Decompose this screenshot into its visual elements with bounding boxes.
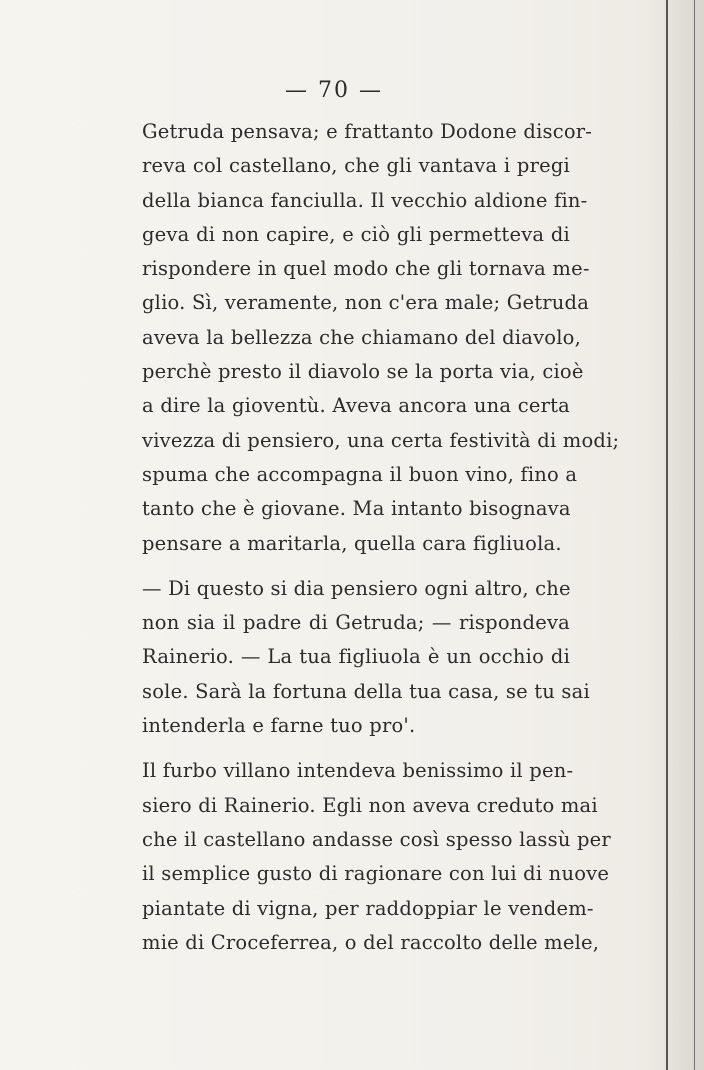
text-line: intenderla e farne tuo pro'.: [142, 714, 416, 738]
text-line: aveva la bellezza che chiamano del diavolo,: [142, 325, 581, 349]
text-line: pensare a maritarla, quella cara figliuola.: [142, 531, 562, 555]
paragraph-1: [120, 115, 620, 561]
text-line: vivezza di pensiero, una certa festività di modi;: [142, 428, 620, 452]
page-edge-line: [666, 0, 668, 1070]
text-line: spuma che accompagna il buon vino, fino a: [142, 462, 578, 486]
text-line: perchè presto il diavolo se la porta via, cioè: [142, 360, 584, 384]
text-line: reva col castellano, che gli vantava i pregi: [142, 154, 570, 178]
paragraph-2: [120, 572, 590, 743]
page-number: — 70 —: [285, 78, 383, 103]
body-text: [120, 115, 620, 960]
text-line: Getruda pensava; e frattanto Dodone discor-: [142, 120, 593, 143]
text-line: della bianca fanciulla. Il vecchio aldione fin-: [142, 188, 588, 212]
text-line: Rainerio. — La tua figliuola è un occhio di: [142, 645, 570, 669]
text-line: rispondere in quel modo che gli tornava me-: [142, 257, 590, 281]
text-line: tanto che è giovane. Ma intanto bisognava: [142, 497, 571, 521]
text-line: Il furbo villano intendeva benissimo il pen-: [142, 759, 574, 783]
text-line: a dire la gioventù. Aveva ancora una certa: [142, 394, 570, 418]
text-line: il semplice gusto di ragionare con lui di nuove: [142, 862, 610, 886]
text-line: sole. Sarà la fortuna della tua casa, se tu sai: [142, 679, 590, 703]
text-line: geva di non capire, e ciò gli permetteva di: [142, 222, 570, 246]
text-line: glio. Sì, veramente, non c'era male; Getruda: [142, 291, 590, 315]
text-line: piantate di vigna, per raddoppiar le vendem-: [142, 896, 594, 920]
text-line: mie di Croceferrea, o del raccolto delle mele,: [142, 930, 600, 954]
text-line: non sia il padre di Getruda; — rispondeva: [142, 611, 570, 635]
page-edge-line-outer: [694, 0, 695, 1070]
page-edge-shadow: [644, 0, 704, 1070]
text-line: che il castellano andasse così spesso lassù per: [142, 827, 611, 851]
text-line: — Di questo si dia pensiero ogni altro, che: [142, 576, 571, 600]
text-line: siero di Rainerio. Egli non aveva creduto mai: [142, 793, 598, 817]
paragraph-3: [120, 754, 611, 960]
